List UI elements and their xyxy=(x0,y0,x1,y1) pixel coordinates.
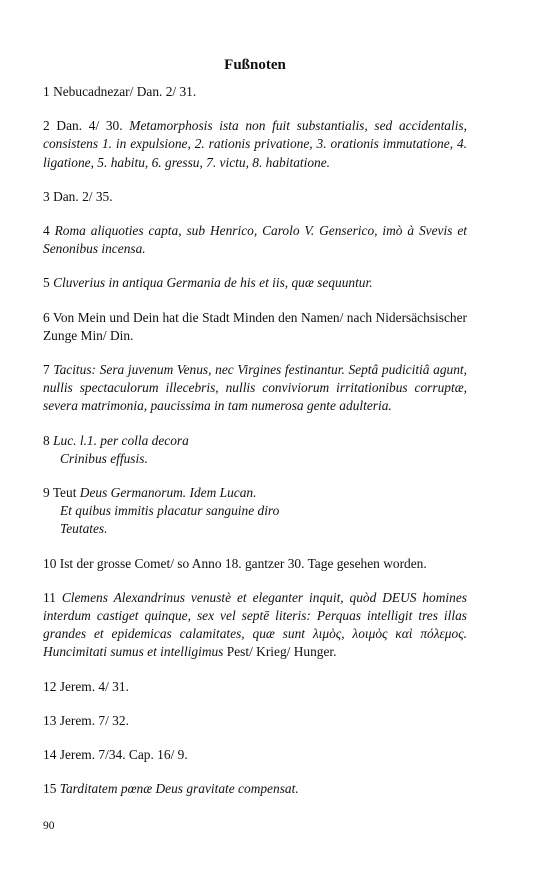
footnote-number: 4 xyxy=(43,223,50,239)
footnote-15 xyxy=(43,780,467,798)
footnote-6 xyxy=(43,309,467,345)
footnote-number: 1 xyxy=(43,84,50,99)
footnote-8 xyxy=(43,432,467,468)
footnote-text: Tarditatem pœnæ Deus gravitate compensat. xyxy=(59,781,299,797)
footnote-text: Tacitus: Sera juvenum Venus, nec Virgines festinantur. Septâ pudicitiâ agunt, nullis spectaculorum illecebris, nullis conviviorum irritationibus corruptæ, severa matrimonia, paucissima in tam numerosa gente adulteria. xyxy=(43,362,467,414)
footnote-14 xyxy=(43,746,467,764)
footnote-verse-line-1: Deus Germanorum. Idem Lucan. xyxy=(79,485,257,501)
footnote-number: 8 xyxy=(43,432,50,448)
footnote-text: Ist der grosse Comet/ so Anno 18. gantzer 30. Tage gesehen worden. xyxy=(59,555,427,571)
footnote-11 xyxy=(43,589,467,662)
footnote-number: 3 xyxy=(43,188,50,204)
footnote-suffix: Pest/ Krieg/ Hunger. xyxy=(226,644,337,660)
footnote-10 xyxy=(43,555,467,573)
footnote-number: 7 xyxy=(43,362,50,378)
footnote-text: Nebucadnezar/ Dan. 2/ 31. xyxy=(53,84,197,99)
footnote-number: 13 xyxy=(43,712,57,728)
footnote-text: Roma aliquoties capta, sub Henrico, Carolo V. Genserico, imò à Svevis et Senonibus incensa. xyxy=(43,223,467,257)
footnote-verse-line-2: Et quibus immitis placatur sanguine diro xyxy=(60,503,280,519)
footnote-2 xyxy=(43,117,467,172)
footnote-number: 2 xyxy=(43,118,50,134)
footnote-number: 5 xyxy=(43,275,50,291)
footnote-9 xyxy=(43,484,467,539)
footnote-3 xyxy=(43,188,467,206)
footnote-7 xyxy=(43,361,467,416)
footnote-text: Von Mein und Dein hat die Stadt Minden den Namen/ nach Nidersächsischer Zunge Min/ Din. xyxy=(43,309,468,343)
footnote-text: Dan. 2/ 35. xyxy=(53,188,113,204)
footnote-text: Clemens Alexandrinus venustè et eleganter inquit, quòd DEUS homines interdum castiget quinque, sex vel septē literis: Perquas intelligit tres illas grandes et epidemicas calamitates, quæ sunt λιμὸς, λοιμὸς καὶ πόλεμος. Huncimitati sumus et intelligimus xyxy=(43,589,467,660)
footnote-prefix: Teut xyxy=(52,485,77,501)
footnote-number: 9 xyxy=(43,485,50,501)
footnote-5 xyxy=(43,274,467,292)
footnote-text: Jerem. 7/ 32. xyxy=(59,712,129,728)
footnote-number: 6 xyxy=(43,309,50,325)
footnote-number: 12 xyxy=(43,678,57,694)
footnote-text: Metamorphosis ista non fuit substantialis, sed accidentalis, consistens 1. in expulsione, 2. rationis privatione, 3. orationis immutatione, 4. ligatione, 5. habitu, 6. gressu, 7. victu, 8. habitatione. xyxy=(43,118,467,170)
footnote-verse-line-2: Crinibus effusis. xyxy=(60,450,148,466)
footnote-number: 10 xyxy=(43,555,57,571)
footnote-12 xyxy=(43,678,467,696)
footnote-line xyxy=(43,432,467,450)
footnote-line xyxy=(43,484,467,502)
footnote-number: 14 xyxy=(43,747,57,763)
footnote-verse-line-3: Teutates. xyxy=(60,521,108,537)
footnote-text: Jerem. 4/ 31. xyxy=(59,678,129,694)
footnotes-page xyxy=(43,56,467,798)
page-title: Fußnoten xyxy=(224,57,286,73)
footnote-4 xyxy=(43,222,467,258)
footnote-number: 11 xyxy=(43,589,56,605)
page-number: 90 xyxy=(43,820,55,832)
footnote-1 xyxy=(43,83,467,101)
footnote-reference: Dan. 4/ 30. xyxy=(56,118,123,134)
footnote-number: 15 xyxy=(43,781,57,797)
footnote-text: Jerem. 7/34. Cap. 16/ 9. xyxy=(59,747,188,763)
footnote-13 xyxy=(43,712,467,730)
footnote-verse-line-1: Luc. l.1. per colla decora xyxy=(53,432,189,448)
footnote-text: Cluverius in antiqua Germania de his et iis, quæ sequuntur. xyxy=(53,275,373,291)
